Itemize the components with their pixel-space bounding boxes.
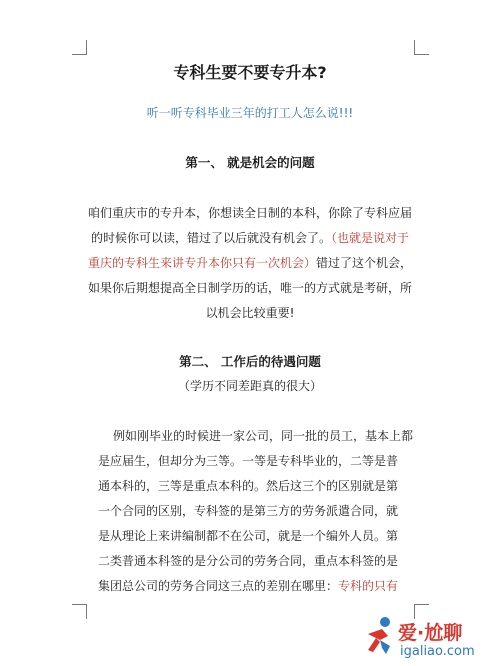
watermark-text-cn: 爱·尬聊 <box>398 622 463 644</box>
paragraph-text: 的时候你可以读，错过了以后就没有机会了。 <box>90 231 331 245</box>
highlight-text: 专科的只有 <box>338 579 399 593</box>
page-corner-mark <box>72 604 87 619</box>
section-heading: 第二、 工作后的待遇问题 <box>179 354 321 369</box>
watermark-text-en: igaliao.com <box>400 644 475 659</box>
paragraph-line: 是从理论上来讲编制都不在公司，就是一个编外人员。第 <box>98 529 399 543</box>
paragraph-line: 如果你后期想提高全日制学历的话，唯一的方式就是考研，所 <box>87 281 412 295</box>
section-note: （学历不同差距真的很大） <box>177 379 322 393</box>
running-figure-icon <box>362 616 396 656</box>
paragraph-line: 通本科的，三等是重点本科的。然后这三个的区别就是第 <box>98 479 399 493</box>
paragraph-line: 以机会比较重要! <box>205 306 295 320</box>
paragraph-line <box>0 254 500 271</box>
highlight-text: 重庆的专科生来讲专升本你只有一次机会） <box>87 256 316 270</box>
section-heading: 第一、 就是机会的问题 <box>185 155 315 170</box>
page-corner-mark <box>72 40 87 55</box>
page-corner-mark <box>414 40 429 55</box>
paragraph-line: 二类普通本科签的是分公司的劳务合同，重点本科签的是 <box>98 554 399 568</box>
document-subtitle: 听一听专科毕业三年的打工人怎么说!!! <box>146 106 354 120</box>
highlight-text: （也就是说对于 <box>331 231 410 245</box>
paragraph-line <box>98 577 418 594</box>
watermark-logo <box>362 612 498 664</box>
paragraph-line: 一个合同的区别，专科签的是第三方的劳务派遣合同，就 <box>98 504 399 518</box>
paragraph-line <box>0 229 500 246</box>
paragraph-line: 例如刚毕业的时候进一家公司，同一批的员工，基本上都 <box>113 429 414 443</box>
paragraph-line: 咱们重庆市的专升本，你想读全日制的本科，你除了专科应届 <box>87 206 412 220</box>
paragraph-line: 是应届生，但却分为三等。一等是专科毕业的，二等是普 <box>98 454 399 468</box>
paragraph-text: 错过了这个机会， <box>316 256 413 270</box>
paragraph-text: 集团总公司的劳务合同这三点的差别在哪里： <box>98 579 339 593</box>
document-title: 专科生要不要专升本? <box>173 63 327 82</box>
